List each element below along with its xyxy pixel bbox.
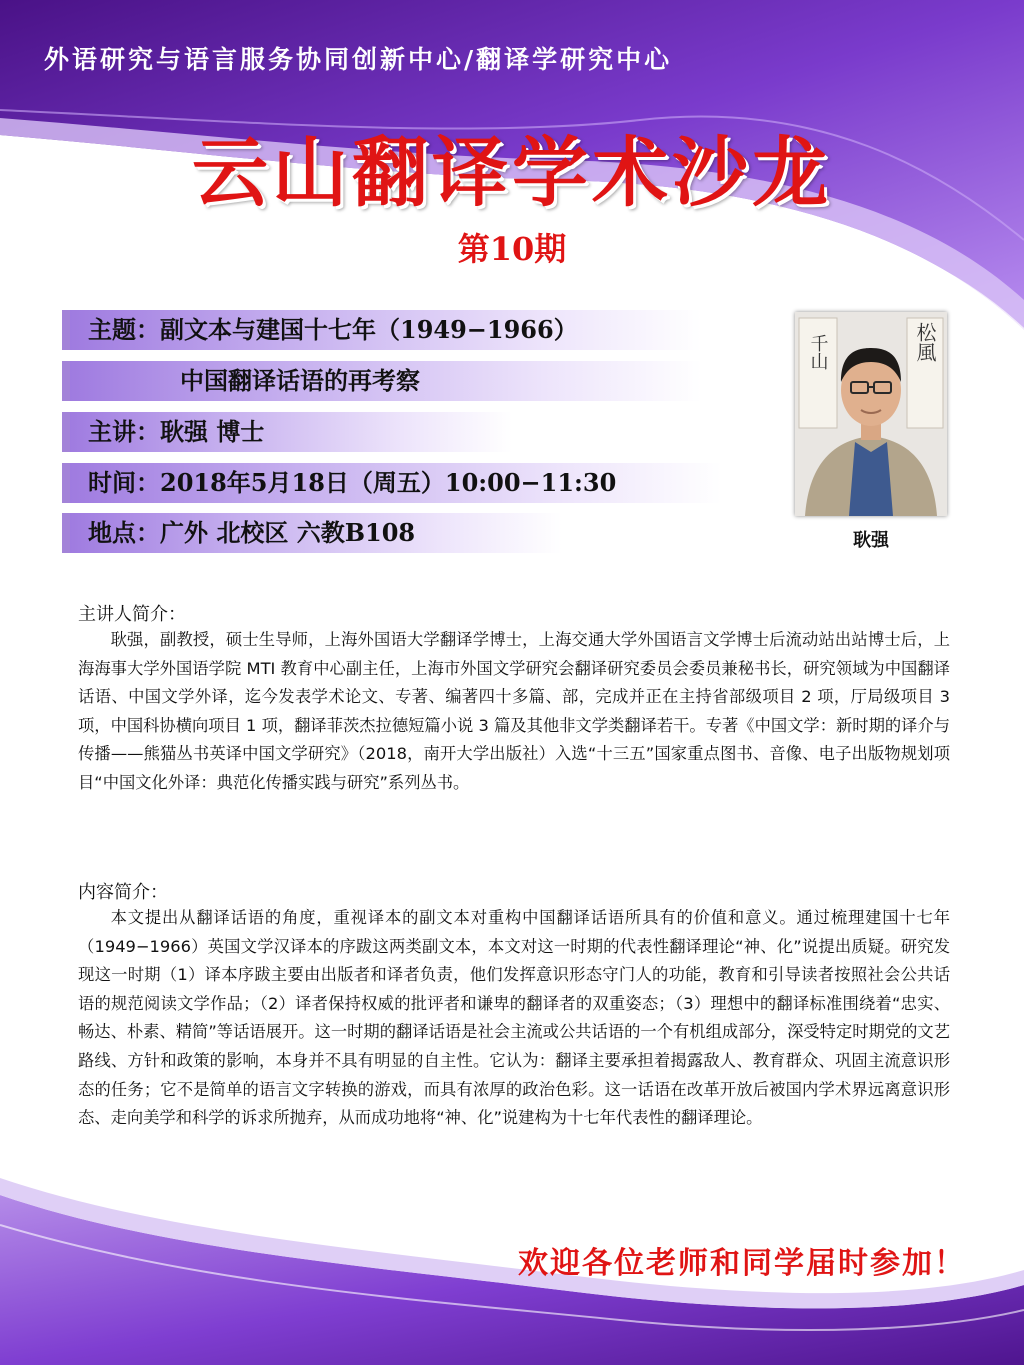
topic-line1: 副文本与建国十七年（1949−1966） [160,315,578,344]
topic-label: 主题： [88,315,160,344]
issue-number: 第10期 [457,230,567,268]
topic-line2: 中国翻译话语的再考察 [180,366,420,395]
photo-caption: 耿强 [853,530,889,551]
calligraphy-right: 松風 [913,322,937,362]
place-row [62,513,562,553]
time-value: 2018年5月18日（周五）10:00−11:30 [160,468,617,497]
calligraphy-left: 千山 [807,334,829,370]
center-name: 外语研究与语言服务协同创新中心/翻译学研究中心 [44,45,673,74]
speaker-row [62,412,512,452]
speaker-intro-heading: 主讲人简介： [78,604,186,625]
speaker-intro-body: 耿强，副教授，硕士生导师，上海外国语大学翻译学博士，上海交通大学外国语言文学博士后流动站出站博士后，上海海事大学外国语学院 MTI 教育中心副主任，上海市外国文学研究会翻译研究委员会委员兼秘书长，研究领域为中国翻译话语、中国文学外译，迄今发表学术论文、专著、编著四十多篇、部，完成并正在主持省部级项目 2 项，厅局级项目 3 项，中国科协横向项目 1 项，翻译菲茨杰拉德短篇小说 3 篇及其他非文学类翻译若干。专著《中国文学：新时期的译介与传播——熊猫丛书英译中国文学研究》（2018，南开大学出版社）入选“十三五”国家重点图书、音像、电子出版物规划项目“中国文化外译：典范化传播实践与研究”系列丛书。 [78,630,950,792]
topic-row [62,310,702,350]
topic-row-2 [62,361,702,401]
place-value: 广外 北校区 六教B108 [160,518,416,547]
event-title: 云山翻译学术沙龙 [192,128,832,217]
time-label: 时间： [88,468,160,497]
speaker-label: 主讲： [88,417,160,446]
content-intro-body: 本文提出从翻译话语的角度，重视译本的副文本对重构中国翻译话语所具有的价值和意义。通过梳理建国十七年（1949−1966）英国文学汉译本的序跋这两类副文本，本文对这一时期的代表性翻译理论“神、化”说提出质疑。研究发现这一时期（1）译本序跋主要由出版者和译者负责，他们发挥意识形态守门人的功能，教育和引导读者按照社会公共话语的规范阅读文学作品；（2）译者保持权威的批评者和谦卑的翻译者的双重姿态；（3）理想中的翻译标准围绕着“忠实、畅达、朴素、精简”等话语展开。这一时期的翻译话语是社会主流或公共话语的一个有机组成部分，深受特定时期党的文艺路线、方针和政策的影响，本身并不具有明显的自主性。它认为：翻译主要承担着揭露敌人、教育群众、巩固主流意识形态的任务；它不是简单的语言文字转换的游戏，而具有浓厚的政治色彩。这一话语在改革开放后被国内学术界远离意识形态、走向美学和科学的诉求所抛弃，从而成功地将“神、化”说建构为十七年代表性的翻译理论。 [78,908,950,1128]
time-row [62,463,722,503]
welcome-message: 欢迎各位老师和同学届时参加！ [518,1246,966,1281]
content-intro-heading: 内容简介： [78,882,168,903]
place-label: 地点： [88,518,160,547]
speaker-value: 耿强 博士 [160,417,265,446]
speaker-photo [795,312,947,516]
